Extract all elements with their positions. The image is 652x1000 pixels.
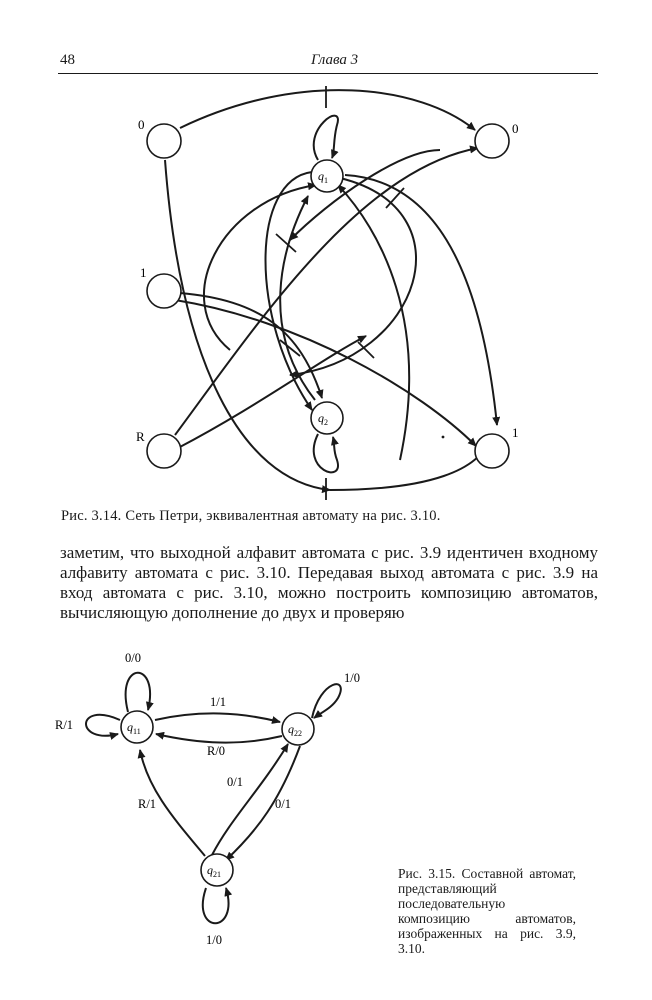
q1-label: q1 [318, 169, 328, 185]
input-label-0: 0 [138, 117, 145, 132]
q2-label: q2 [318, 411, 328, 427]
label-q11-self-top: 0/0 [125, 651, 141, 665]
output-label-0: 0 [512, 121, 519, 136]
edge-q22-self [312, 684, 341, 718]
label-q21-self: 1/0 [206, 933, 222, 947]
input-label-R: R [136, 429, 145, 444]
chapter-title: Глава 3 [311, 52, 359, 68]
label-q22-self: 1/0 [344, 671, 360, 685]
label-q21-to-q11: R/1 [138, 797, 157, 811]
q21-label: q21 [207, 863, 221, 879]
page-number: 48 [60, 52, 75, 68]
edge-q11-self-left [86, 715, 120, 736]
label-q22-to-q11: R/0 [207, 744, 226, 758]
label-q21-to-q22: 0/1 [227, 775, 243, 789]
body-paragraph: заметим, что выходной алфавит автомата с рис. 3.9 идентичен входному алфавиту автомата с рис. 3.10. Передавая выход автомата с рис. 3.9 на вход автомата с рис. 3.10, можно построить композицию автоматов, вычисляющую дополнение до двух и проверяю [60, 543, 598, 622]
q22-label: q22 [288, 722, 302, 738]
figure-3-14-caption: Рис. 3.14. Сеть Петри, эквивалентная автомату на рис. 3.10. [61, 508, 441, 524]
edge-q21-self [203, 888, 229, 923]
figure-3-15-caption: Рис. 3.15. Составной автомат, представляющий последовательную композицию автоматов, изображенных на рис. 3.9, 3.10. [398, 866, 576, 956]
output-label-1: 1 [512, 425, 519, 440]
q11-label: q11 [127, 720, 141, 736]
edge-q11-self-top [126, 673, 150, 712]
input-label-1: 1 [140, 265, 147, 280]
edge-q11-to-q22 [155, 713, 280, 722]
label-q11-to-q22: 1/1 [210, 695, 226, 709]
edge-q22-to-q11 [156, 734, 282, 743]
label-q22-to-q21: 0/1 [275, 797, 291, 811]
label-q11-self-left: R/1 [55, 718, 74, 732]
